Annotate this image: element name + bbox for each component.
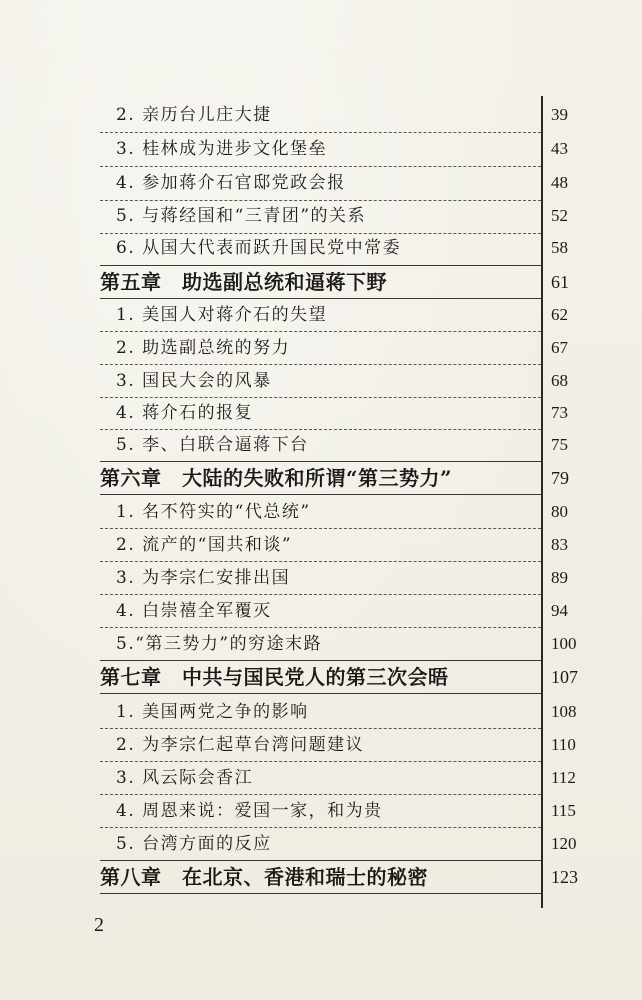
toc-entry-page: 75 bbox=[551, 435, 568, 454]
toc-entry-page: 52 bbox=[551, 206, 568, 225]
divider bbox=[100, 494, 541, 495]
toc-entry[interactable] bbox=[0, 429, 642, 461]
toc-entry-title: 4. 参加蒋介石官邸党政会报 bbox=[116, 173, 346, 193]
toc-entry-page: 100 bbox=[551, 634, 577, 653]
toc-entry-page: 73 bbox=[551, 403, 568, 422]
toc-entry-page: 67 bbox=[551, 338, 568, 357]
toc-entry[interactable] bbox=[0, 332, 642, 364]
toc-entry-page: 68 bbox=[551, 371, 568, 390]
toc-chapter[interactable] bbox=[0, 266, 642, 298]
toc-entry-title: 5. 与蒋经国和“三青团”的关系 bbox=[116, 206, 367, 226]
toc-entry[interactable] bbox=[0, 795, 642, 827]
toc-chapter-title: 第五章 助选副总统和逼蒋下野 bbox=[100, 270, 387, 294]
toc-entry-page: 58 bbox=[551, 238, 568, 257]
toc-chapter[interactable] bbox=[0, 462, 642, 494]
toc-entry[interactable] bbox=[0, 628, 642, 660]
toc-entry[interactable] bbox=[0, 696, 642, 728]
toc-entry[interactable] bbox=[0, 299, 642, 331]
toc-entry-title: 6. 从国大代表而跃升国民党中常委 bbox=[116, 238, 402, 258]
toc-entry-title: 1. 美国两党之争的影响 bbox=[116, 702, 309, 722]
divider bbox=[100, 893, 541, 894]
toc-entry-page: 62 bbox=[551, 305, 568, 324]
toc-chapter-title: 第七章 中共与国民党人的第三次会晤 bbox=[100, 665, 449, 689]
toc-chapter-page: 107 bbox=[551, 667, 578, 687]
toc-entry-page: 43 bbox=[551, 139, 568, 158]
toc-entry-page: 108 bbox=[551, 702, 577, 721]
toc-entry[interactable] bbox=[0, 365, 642, 397]
toc-entry-page: 94 bbox=[551, 601, 568, 620]
toc-entry-page: 110 bbox=[551, 735, 576, 754]
toc-entry-page: 120 bbox=[551, 834, 577, 853]
toc-entry-title: 3. 国民大会的风暴 bbox=[116, 371, 272, 391]
toc-entry[interactable] bbox=[0, 133, 642, 165]
toc-entry-title: 3. 桂林成为进步文化堡垒 bbox=[116, 139, 328, 159]
toc-entry[interactable] bbox=[0, 529, 642, 561]
toc-entry-title: 4. 白崇禧全军覆灭 bbox=[116, 601, 272, 621]
page-folio: 2 bbox=[94, 914, 104, 936]
divider bbox=[100, 693, 541, 694]
toc-entry[interactable] bbox=[0, 496, 642, 528]
toc-chapter-title: 第八章 在北京、香港和瑞士的秘密 bbox=[100, 865, 428, 889]
toc-entry-page: 115 bbox=[551, 801, 576, 820]
toc-entry-page: 112 bbox=[551, 768, 576, 787]
toc-entry-title: 2. 亲历台儿庄大捷 bbox=[116, 105, 272, 125]
toc-entry-title: 1. 名不符实的“代总统” bbox=[116, 502, 311, 522]
toc-entry-page: 39 bbox=[551, 105, 568, 124]
toc-entry-title: 2. 助选副总统的努力 bbox=[116, 338, 291, 358]
toc-entry-page: 83 bbox=[551, 535, 568, 554]
toc-entry-title: 1. 美国人对蒋介石的失望 bbox=[116, 305, 328, 325]
toc-entry-page: 89 bbox=[551, 568, 568, 587]
toc-entry[interactable] bbox=[0, 828, 642, 860]
toc-chapter-title: 第六章 大陆的失败和所谓“第三势力” bbox=[100, 466, 453, 490]
toc-entry-title: 5. 李、白联合逼蒋下台 bbox=[116, 435, 309, 455]
toc-entry[interactable] bbox=[0, 232, 642, 264]
toc-entry-title: 2. 为李宗仁起草台湾问题建议 bbox=[116, 735, 365, 755]
toc-entry[interactable] bbox=[0, 595, 642, 627]
toc-entry-title: 3. 风云际会香江 bbox=[116, 768, 254, 788]
toc-entry[interactable] bbox=[0, 562, 642, 594]
toc-entry-title: 5. 台湾方面的反应 bbox=[116, 834, 272, 854]
toc-entry[interactable] bbox=[0, 397, 642, 429]
toc-entry-page: 80 bbox=[551, 502, 568, 521]
toc-entry-title: 3. 为李宗仁安排出国 bbox=[116, 568, 291, 588]
toc-entry-title: 4. 周恩来说：爱国一家，和为贵 bbox=[116, 801, 383, 821]
toc-chapter[interactable] bbox=[0, 661, 642, 693]
page-number-column-rule bbox=[541, 96, 543, 908]
toc-entry[interactable] bbox=[0, 762, 642, 794]
toc-entry-title: 5.“第三势力”的穷途末路 bbox=[116, 634, 323, 654]
toc-chapter-page: 123 bbox=[551, 867, 578, 887]
toc-entry[interactable] bbox=[0, 200, 642, 232]
toc-chapter-page: 79 bbox=[551, 468, 569, 488]
toc-entry[interactable] bbox=[0, 99, 642, 131]
toc-entry[interactable] bbox=[0, 167, 642, 199]
toc-entry[interactable] bbox=[0, 729, 642, 761]
toc-chapter-page: 61 bbox=[551, 272, 569, 292]
toc-entry-page: 48 bbox=[551, 173, 568, 192]
toc-chapter[interactable] bbox=[0, 861, 642, 893]
toc-entry-title: 4. 蒋介石的报复 bbox=[116, 403, 254, 423]
toc-entry-title: 2. 流产的“国共和谈” bbox=[116, 535, 293, 555]
